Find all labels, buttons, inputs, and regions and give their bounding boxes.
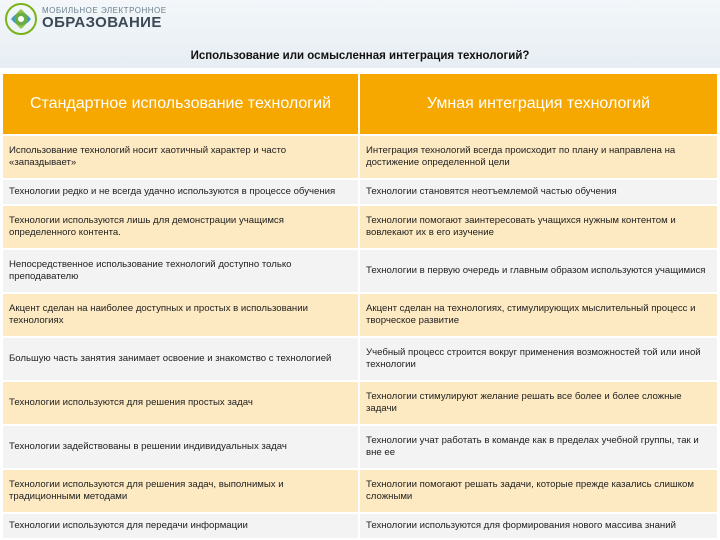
cell-smart: Технологии используются для формирования нового массива знаний — [360, 514, 717, 538]
cell-standard: Акцент сделан на наиболее доступных и простых в использовании технологиях — [3, 294, 360, 336]
comparison-table — [3, 72, 717, 540]
cell-standard: Использование технологий носит хаотичный характер и часто «запаздывает» — [3, 136, 360, 178]
table-row — [3, 514, 717, 538]
logo-subtitle: МОБИЛЬНОЕ ЭЛЕКТРОННОЕ — [42, 6, 167, 15]
cell-standard: Технологии используются для решения простых задач — [3, 382, 360, 424]
table-row — [3, 470, 717, 512]
cell-standard: Технологии задействованы в решении индивидуальных задач — [3, 426, 360, 468]
cell-smart: Технологии в первую очередь и главным образом используются учащимися — [360, 250, 717, 292]
table-row — [3, 426, 717, 468]
cell-smart: Технологии помогают решать задачи, которые прежде казались слишком сложными — [360, 470, 717, 512]
table-row — [3, 250, 717, 292]
cell-standard: Технологии используются для передачи информации — [3, 514, 360, 538]
header-standard-use: Стандартное использование технологий — [3, 74, 360, 134]
cell-standard: Технологии используются лишь для демонстрации учащимся определенного контента. — [3, 206, 360, 248]
cell-smart: Технологии помогают заинтересовать учащихся нужным контентом и вовлекают их в его изучение — [360, 206, 717, 248]
header-smart-integration: Умная интеграция технологий — [360, 74, 717, 134]
cell-smart: Учебный процесс строится вокруг применения возможностей той или иной технологии — [360, 338, 717, 380]
cell-standard: Непосредственное использование технологий доступно только преподавателю — [3, 250, 360, 292]
table-row — [3, 382, 717, 424]
cell-standard: Большую часть занятия занимает освоение и знакомство с технологией — [3, 338, 360, 380]
cell-smart: Интеграция технологий всегда происходит по плану и направлена на достижение определенной цели — [360, 136, 717, 178]
table-row — [3, 180, 717, 204]
cell-smart: Технологии учат работать в команде как в пределах учебной группы, так и вне ее — [360, 426, 717, 468]
cell-smart: Технологии становятся неотъемлемой частью обучения — [360, 180, 717, 204]
page-title: Использование или осмысленная интеграция технологий? — [190, 50, 530, 62]
table-row — [3, 294, 717, 336]
table-row — [3, 136, 717, 178]
logo-mark-icon — [4, 2, 38, 36]
cell-smart: Акцент сделан на технологиях, стимулирующих мыслительный процесс и творческое развитие — [360, 294, 717, 336]
logo — [4, 2, 204, 36]
cell-standard: Технологии редко и не всегда удачно используются в процессе обучения — [3, 180, 360, 204]
table-row — [3, 338, 717, 380]
table-header-row — [3, 74, 717, 134]
cell-smart: Технологии стимулируют желание решать все более и более сложные задачи — [360, 382, 717, 424]
cell-standard: Технологии используются для решения задач, выполнимых и традиционными методами — [3, 470, 360, 512]
table-row — [3, 206, 717, 248]
logo-title: ОБРАЗОВАНИЕ — [42, 14, 162, 31]
